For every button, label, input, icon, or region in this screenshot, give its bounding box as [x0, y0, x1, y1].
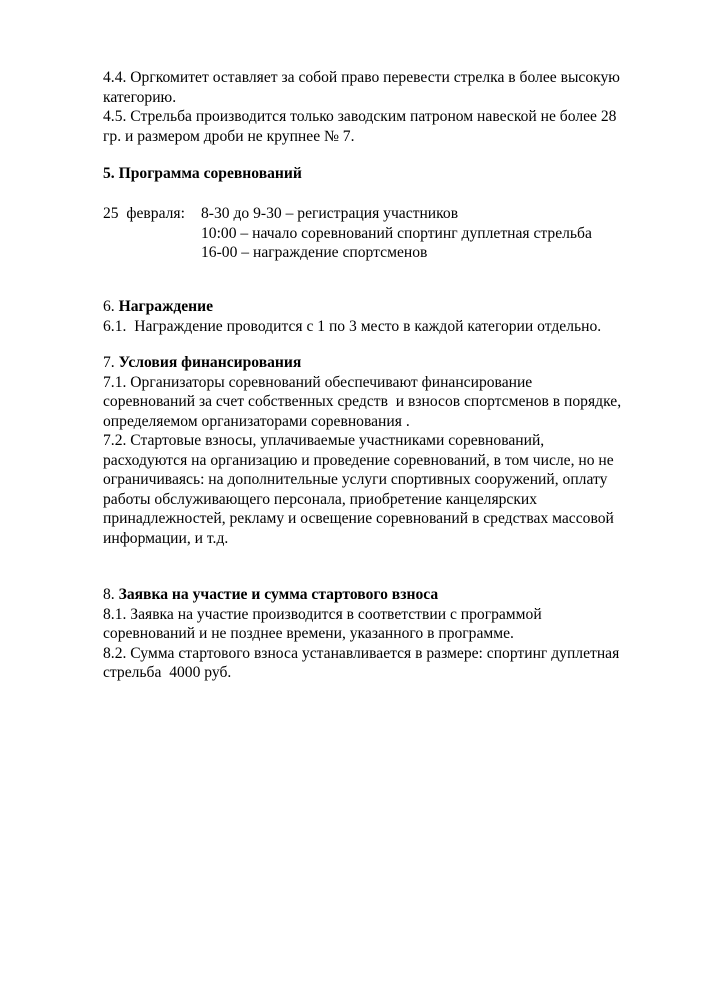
section-5-title: 5. Программа соревнований [103, 165, 302, 182]
schedule-items [201, 204, 592, 263]
clause-8-2-line-1: 8.2. Сумма стартового взноса устанавливается в размере: спортинг дуплетная [103, 644, 620, 662]
clause-8-1-line-1: 8.1. Заявка на участие производится в соответствии с программой [103, 605, 542, 623]
schedule-date: 25 февраля: [103, 205, 185, 222]
section-6-number: 6. [103, 298, 119, 315]
section-8 [103, 585, 673, 683]
section-6 [103, 297, 673, 336]
clause-7-2-line-3: ограничиваясь: на дополнительные услуги спортивных сооружений, оплату [103, 471, 608, 488]
clause-7-2-line-5: принадлежностей, рекламу и освещение соревнований в средствах массовой [103, 510, 614, 527]
schedule-item-start: 10:00 – начало соревнований спортинг дуплетная стрельба [201, 224, 592, 242]
section-8-number: 8. [103, 586, 119, 603]
section-6-heading [103, 297, 673, 317]
section-5-heading [103, 164, 673, 184]
clause-7-2-line-4: работы обслуживающего персонала, приобретение канцелярских [103, 490, 538, 508]
schedule-item-registration: 8-30 до 9-30 – регистрация участников [201, 205, 459, 222]
clause-8-1-line-2: соревнований и не позднее времени, указанного в программе. [103, 625, 514, 642]
clause-4-5-line-2: гр. и размером дроби не крупнее № 7. [103, 127, 355, 145]
section-8-heading [103, 585, 673, 605]
clause-7-2-line-1: 7.2. Стартовые взносы, уплачиваемые участниками соревнований, [103, 432, 545, 449]
clause-4-4-line-2: категорию. [103, 88, 177, 106]
clause-4-5-line-1: 4.5. Стрельба производится только заводским патроном навеской не более 28 [103, 108, 617, 125]
clause-6-1: 6.1. Награждение проводится с 1 по 3 место в каждой категории отдельно. [103, 317, 602, 335]
clause-7-1-line-3: определяемом организаторами соревнования . [103, 412, 410, 430]
section-7-heading [103, 353, 673, 373]
clause-7-1-line-2: соревнований за счет собственных средств и взносов спортсменов в порядке, [103, 393, 622, 410]
clause-8-2-line-2: стрельба 4000 руб. [103, 664, 232, 681]
section-7-number: 7. [103, 354, 119, 371]
clause-7-2-line-2: расходуются на организацию и проведение соревнований, в том числе, но не [103, 451, 614, 469]
section-8-title: Заявка на участие и сумма стартового взноса [118, 586, 439, 603]
section-7 [103, 353, 673, 548]
schedule-item-awards: 16-00 – награждение спортсменов [201, 244, 428, 261]
clause-7-2-line-6: информации, и т.д. [103, 529, 229, 547]
clause-7-1-line-1: 7.1. Организаторы соревнований обеспечивают финансирование [103, 373, 533, 391]
section-7-title: Условия финансирования [118, 354, 302, 371]
section-6-title: Награждение [118, 298, 214, 315]
clause-4-5 [103, 107, 673, 146]
clause-4-4 [103, 68, 673, 107]
clause-4-4-line-1: 4.4. Оргкомитет оставляет за собой право перевести стрелка в более высокую [103, 69, 620, 86]
